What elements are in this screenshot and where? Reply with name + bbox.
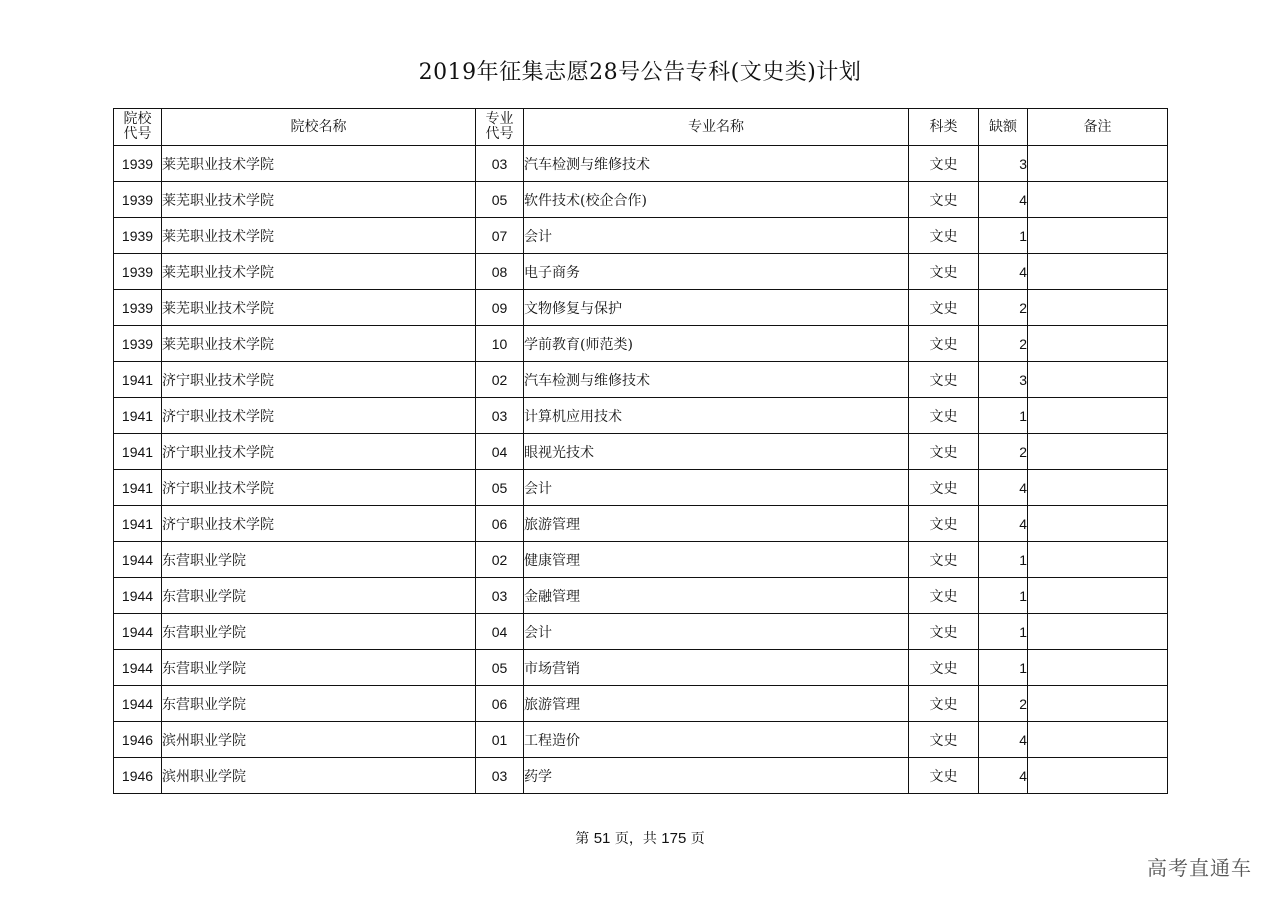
cell-remarks (1028, 758, 1168, 794)
cell-major-code: 05 (476, 182, 524, 218)
cell-school-code: 1941 (114, 470, 162, 506)
cell-category: 文史 (909, 218, 979, 254)
cell-school-code: 1941 (114, 362, 162, 398)
cell-quota: 1 (979, 614, 1028, 650)
cell-quota: 2 (979, 434, 1028, 470)
cell-category: 文史 (909, 398, 979, 434)
cell-remarks (1028, 506, 1168, 542)
cell-category: 文史 (909, 146, 979, 182)
table-row (114, 686, 1168, 722)
cell-school-name: 济宁职业技术学院 (162, 398, 476, 434)
cell-school-code: 1946 (114, 722, 162, 758)
header-school-code: 院校 代号 (114, 109, 162, 146)
cell-quota: 4 (979, 506, 1028, 542)
cell-category: 文史 (909, 506, 979, 542)
cell-remarks (1028, 722, 1168, 758)
header-remarks: 备注 (1028, 109, 1168, 146)
cell-major-code: 06 (476, 686, 524, 722)
cell-quota: 1 (979, 398, 1028, 434)
cell-school-code: 1941 (114, 398, 162, 434)
table-row (114, 326, 1168, 362)
footer-prefix: 第 (575, 831, 590, 847)
table-row (114, 146, 1168, 182)
cell-category: 文史 (909, 686, 979, 722)
cell-school-code: 1939 (114, 146, 162, 182)
cell-major-name: 电子商务 (524, 254, 909, 290)
cell-major-name: 会计 (524, 218, 909, 254)
cell-major-name: 旅游管理 (524, 506, 909, 542)
table-header (114, 109, 1168, 146)
cell-school-code: 1944 (114, 542, 162, 578)
total-page-count: 175 (661, 830, 687, 847)
cell-category: 文史 (909, 182, 979, 218)
cell-remarks (1028, 182, 1168, 218)
cell-quota: 4 (979, 254, 1028, 290)
cell-school-code: 1939 (114, 254, 162, 290)
cell-school-name: 莱芜职业技术学院 (162, 326, 476, 362)
cell-school-name: 东营职业学院 (162, 614, 476, 650)
header-quota: 缺额 (979, 109, 1028, 146)
cell-remarks (1028, 290, 1168, 326)
cell-remarks (1028, 254, 1168, 290)
cell-major-name: 工程造价 (524, 722, 909, 758)
cell-school-code: 1944 (114, 686, 162, 722)
cell-remarks (1028, 218, 1168, 254)
table-row (114, 650, 1168, 686)
cell-major-name: 旅游管理 (524, 686, 909, 722)
cell-school-name: 东营职业学院 (162, 686, 476, 722)
header-category: 科类 (909, 109, 979, 146)
cell-major-code: 06 (476, 506, 524, 542)
cell-major-code: 02 (476, 362, 524, 398)
cell-category: 文史 (909, 542, 979, 578)
cell-quota: 4 (979, 722, 1028, 758)
cell-category: 文史 (909, 614, 979, 650)
cell-quota: 2 (979, 686, 1028, 722)
cell-major-name: 软件技术(校企合作) (524, 182, 909, 218)
cell-major-code: 05 (476, 650, 524, 686)
cell-category: 文史 (909, 434, 979, 470)
cell-major-code: 05 (476, 470, 524, 506)
cell-quota: 1 (979, 578, 1028, 614)
cell-category: 文史 (909, 650, 979, 686)
table-row (114, 398, 1168, 434)
cell-category: 文史 (909, 722, 979, 758)
cell-major-name: 眼视光技术 (524, 434, 909, 470)
header-row (114, 109, 1168, 146)
cell-remarks (1028, 470, 1168, 506)
cell-remarks (1028, 146, 1168, 182)
header-major-code: 专业 代号 (476, 109, 524, 146)
cell-quota: 1 (979, 542, 1028, 578)
header-major-name: 专业名称 (524, 109, 909, 146)
cell-category: 文史 (909, 362, 979, 398)
cell-school-name: 莱芜职业技术学院 (162, 146, 476, 182)
table-row (114, 254, 1168, 290)
cell-school-name: 莱芜职业技术学院 (162, 182, 476, 218)
cell-school-name: 济宁职业技术学院 (162, 470, 476, 506)
cell-quota: 4 (979, 182, 1028, 218)
cell-school-name: 滨州职业学院 (162, 722, 476, 758)
cell-remarks (1028, 650, 1168, 686)
table-row (114, 542, 1168, 578)
table-body (114, 146, 1168, 794)
cell-major-name: 药学 (524, 758, 909, 794)
table-row (114, 434, 1168, 470)
cell-school-code: 1939 (114, 326, 162, 362)
cell-major-code: 03 (476, 758, 524, 794)
table-row (114, 290, 1168, 326)
cell-major-code: 04 (476, 614, 524, 650)
cell-school-code: 1939 (114, 182, 162, 218)
cell-major-code: 01 (476, 722, 524, 758)
cell-school-name: 东营职业学院 (162, 578, 476, 614)
watermark-text: 高考直通车 (1147, 856, 1252, 880)
document-title: 2019年征集志愿28号公告专科(文史类)计划 (418, 60, 862, 85)
cell-quota: 2 (979, 326, 1028, 362)
cell-school-code: 1941 (114, 434, 162, 470)
cell-major-name: 汽车检测与维修技术 (524, 146, 909, 182)
table-row (114, 578, 1168, 614)
cell-school-code: 1939 (114, 218, 162, 254)
table-row (114, 506, 1168, 542)
cell-remarks (1028, 398, 1168, 434)
page-footer (0, 829, 1280, 849)
cell-major-code: 08 (476, 254, 524, 290)
cell-quota: 1 (979, 650, 1028, 686)
cell-major-code: 10 (476, 326, 524, 362)
table-row (114, 470, 1168, 506)
cell-quota: 4 (979, 470, 1028, 506)
cell-quota: 3 (979, 146, 1028, 182)
cell-major-name: 金融管理 (524, 578, 909, 614)
cell-school-name: 济宁职业技术学院 (162, 362, 476, 398)
cell-remarks (1028, 614, 1168, 650)
cell-major-name: 文物修复与保护 (524, 290, 909, 326)
cell-remarks (1028, 326, 1168, 362)
header-school-name: 院校名称 (162, 109, 476, 146)
cell-school-name: 济宁职业技术学院 (162, 506, 476, 542)
cell-category: 文史 (909, 758, 979, 794)
table-row (114, 182, 1168, 218)
cell-school-name: 东营职业学院 (162, 542, 476, 578)
cell-major-code: 03 (476, 398, 524, 434)
cell-major-code: 04 (476, 434, 524, 470)
cell-remarks (1028, 578, 1168, 614)
cell-school-name: 济宁职业技术学院 (162, 434, 476, 470)
cell-school-name: 莱芜职业技术学院 (162, 290, 476, 326)
current-page-number: 51 (593, 830, 611, 847)
table-row (114, 758, 1168, 794)
cell-major-code: 03 (476, 578, 524, 614)
cell-major-name: 计算机应用技术 (524, 398, 909, 434)
cell-school-name: 东营职业学院 (162, 650, 476, 686)
cell-school-code: 1946 (114, 758, 162, 794)
cell-school-code: 1944 (114, 614, 162, 650)
cell-major-name: 健康管理 (524, 542, 909, 578)
cell-major-name: 汽车检测与维修技术 (524, 362, 909, 398)
cell-school-code: 1941 (114, 506, 162, 542)
cell-quota: 1 (979, 218, 1028, 254)
footer-suffix: 页 (690, 831, 705, 847)
cell-quota: 4 (979, 758, 1028, 794)
cell-school-name: 莱芜职业技术学院 (162, 218, 476, 254)
cell-school-name: 莱芜职业技术学院 (162, 254, 476, 290)
admission-plan-table (113, 108, 1168, 794)
table-row (114, 362, 1168, 398)
cell-major-name: 学前教育(师范类) (524, 326, 909, 362)
cell-school-code: 1944 (114, 650, 162, 686)
footer-middle: 页，共 (614, 831, 657, 847)
cell-category: 文史 (909, 326, 979, 362)
cell-school-code: 1944 (114, 578, 162, 614)
cell-quota: 3 (979, 362, 1028, 398)
cell-major-code: 07 (476, 218, 524, 254)
cell-major-name: 会计 (524, 614, 909, 650)
cell-category: 文史 (909, 290, 979, 326)
cell-category: 文史 (909, 254, 979, 290)
cell-major-code: 03 (476, 146, 524, 182)
cell-major-code: 02 (476, 542, 524, 578)
table-row (114, 218, 1168, 254)
cell-major-name: 会计 (524, 470, 909, 506)
cell-school-name: 滨州职业学院 (162, 758, 476, 794)
cell-category: 文史 (909, 470, 979, 506)
cell-category: 文史 (909, 578, 979, 614)
table-row (114, 722, 1168, 758)
cell-major-name: 市场营销 (524, 650, 909, 686)
table-row (114, 614, 1168, 650)
cell-major-code: 09 (476, 290, 524, 326)
cell-remarks (1028, 686, 1168, 722)
cell-quota: 2 (979, 290, 1028, 326)
cell-remarks (1028, 542, 1168, 578)
cell-school-code: 1939 (114, 290, 162, 326)
cell-remarks (1028, 362, 1168, 398)
cell-remarks (1028, 434, 1168, 470)
